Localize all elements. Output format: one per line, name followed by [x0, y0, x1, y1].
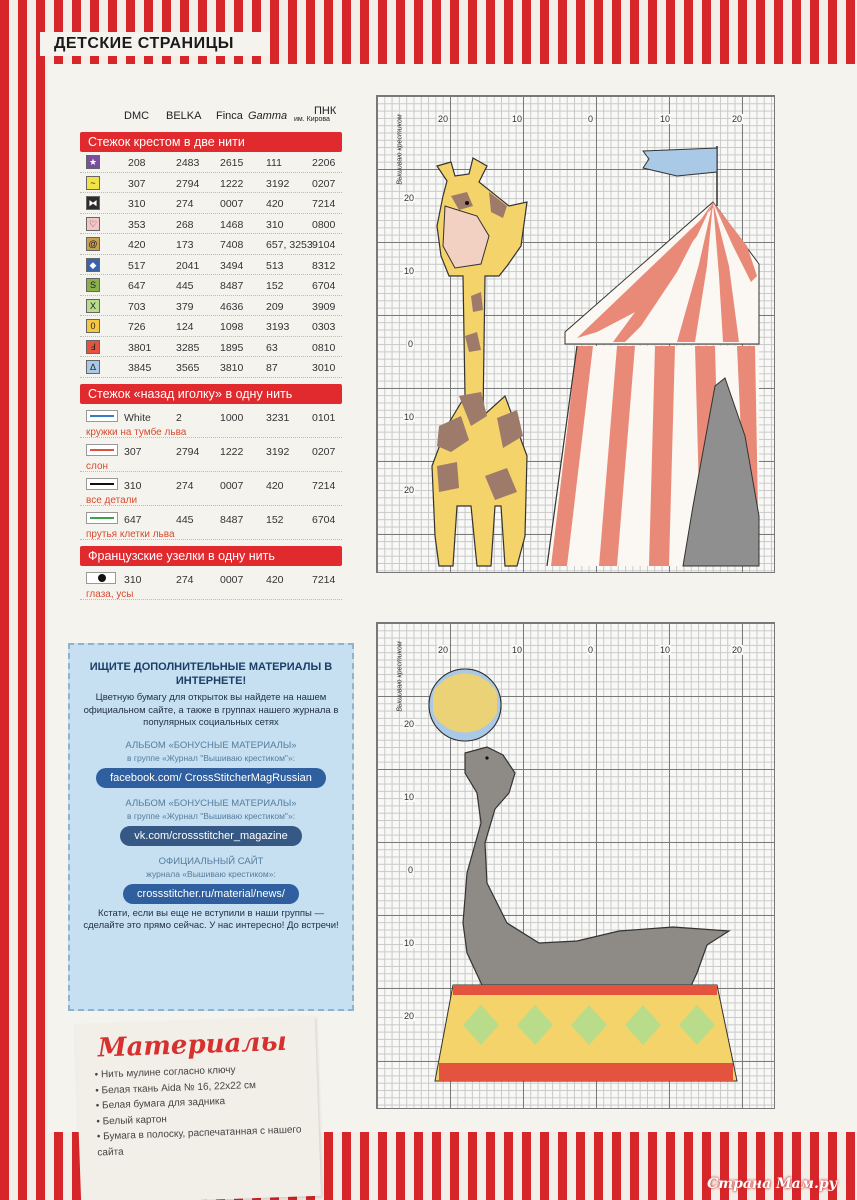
cross-stitch-list — [80, 152, 342, 378]
key-value: 445 — [176, 280, 194, 292]
backstitch-row — [80, 472, 342, 506]
online-materials-box — [68, 643, 354, 1011]
cross-stitch-row — [80, 214, 342, 235]
key-caption: прутья клетки льва — [86, 528, 175, 540]
cross-stitch-title: Стежок крестом в две нити — [80, 132, 342, 152]
vk-link[interactable]: vk.com/crossstitcher_magazine — [120, 826, 301, 846]
left-tick: 20 — [404, 1011, 415, 1021]
french-knot-row — [80, 566, 342, 600]
symbol-swatch: S — [86, 278, 100, 292]
key-value: 1468 — [220, 218, 244, 231]
chart-brand-logo: Вышиваю крестиком — [396, 114, 404, 185]
key-value: 2041 — [176, 259, 200, 272]
symbol-swatch: Ⅎ — [86, 340, 100, 354]
key-value: 268 — [176, 218, 194, 231]
material-item: • Нить мулине согласно ключу — [94, 1060, 316, 1083]
left-tick: 0 — [408, 865, 414, 875]
top-tick: 20 — [732, 645, 743, 655]
symbol-swatch: X — [86, 299, 100, 313]
section-header: ДЕТСКИЕ СТРАНИЦЫ — [40, 32, 270, 56]
brand-finca: Finca — [216, 110, 243, 122]
top-tick: 10 — [512, 645, 523, 655]
chart-brand-logo: Вышиваю крестиком — [396, 641, 404, 712]
backstitch-row — [80, 438, 342, 472]
left-tick: 20 — [404, 719, 415, 729]
brand-dmc: DMC — [124, 110, 150, 122]
key-value: 1222 — [220, 445, 244, 458]
podium — [435, 985, 737, 1081]
symbol-swatch: ∆ — [86, 360, 100, 374]
key-value: 307 — [128, 177, 146, 190]
key-value: 208 — [128, 157, 146, 169]
album-label-1: АЛЬБОМ «БОНУСНЫЕ МАТЕРИАЛЫ» в группе «Журнал "Вышиваю крестиком"»: — [70, 740, 352, 764]
key-value: 3494 — [220, 259, 244, 272]
key-value: 703 — [128, 300, 146, 313]
left-tick: 10 — [404, 412, 415, 422]
cross-stitch-row — [80, 255, 342, 276]
key-value: 3565 — [176, 362, 200, 374]
key-value: 2794 — [176, 177, 200, 190]
top-tick: 10 — [512, 114, 523, 124]
seal-pattern — [377, 623, 776, 1110]
key-value: 0007 — [220, 479, 244, 492]
watermark: Страна Мам.ру — [707, 1176, 837, 1192]
key-caption: все детали — [86, 494, 138, 506]
top-tick: 20 — [732, 114, 743, 124]
key-value: 726 — [128, 321, 146, 333]
key-value: 420 — [266, 573, 284, 586]
site-label: ОФИЦИАЛЬНЫЙ САЙТ журнала «Вышиваю крестиком»: — [70, 856, 352, 880]
cross-stitch-row — [80, 234, 342, 255]
key-value: 310 — [266, 218, 284, 231]
left-tick: 20 — [404, 485, 415, 495]
key-value: 310 — [124, 573, 142, 586]
symbol-swatch: @ — [86, 237, 100, 251]
symbol-swatch: ★ — [86, 155, 100, 169]
symbol-swatch: ♡ — [86, 217, 100, 231]
materials-card — [75, 1016, 321, 1200]
brand-belka: BELKA — [166, 110, 202, 122]
key-value: 513 — [266, 259, 284, 272]
key-value: 3010 — [312, 362, 336, 374]
key-value: 3285 — [176, 341, 200, 354]
knot-swatch — [86, 572, 116, 584]
key-value: 0303 — [312, 321, 336, 333]
key-value: 2615 — [220, 157, 244, 169]
materials-list — [94, 1060, 319, 1161]
left-tick: 20 — [404, 193, 415, 203]
key-value: 3192 — [266, 445, 290, 458]
key-value: 0007 — [220, 573, 244, 586]
material-item: • Белая ткань Aida № 16, 22x22 см — [95, 1075, 317, 1098]
left-tick: 0 — [408, 339, 414, 349]
cross-stitch-row — [80, 337, 342, 358]
key-value: 0007 — [220, 198, 244, 210]
album-sub-2: в группе «Журнал "Вышиваю крестиком"»: — [126, 810, 296, 821]
key-value: 420 — [266, 479, 284, 492]
backstitch-list — [80, 404, 342, 540]
key-value: 0810 — [312, 341, 336, 354]
key-caption: глаза, усы — [86, 588, 134, 600]
key-value: 647 — [124, 513, 142, 526]
material-item: • Белая бумага для задника — [96, 1091, 318, 1114]
key-value: 87 — [266, 362, 278, 374]
brand-header — [80, 96, 342, 126]
thread-swatch — [86, 512, 118, 524]
cross-stitch-row — [80, 357, 342, 378]
cross-stitch-row — [80, 152, 342, 173]
key-value: 2794 — [176, 445, 200, 458]
key-value: White — [124, 411, 151, 424]
album-label-2: АЛЬБОМ «БОНУСНЫЕ МАТЕРИАЛЫ» в группе «Журнал "Вышиваю крестиком"»: — [70, 798, 352, 822]
info-intro: Цветную бумагу для открыток вы найдете на нашем официальном сайте, а также в группах нашего журнала в популярных социальных сетях — [83, 692, 339, 728]
giraffe-tent-pattern — [377, 96, 776, 574]
cross-stitch-row — [80, 316, 342, 337]
site-link[interactable]: crossstitcher.ru/material/news/ — [123, 884, 299, 904]
symbol-swatch: ⧓ — [86, 196, 100, 210]
circus-tent — [547, 202, 759, 566]
info-outro: Кстати, если вы еще не вступили в наши группы — сделайте это прямо сейчас. У нас интересно! До встречи! — [83, 907, 339, 931]
top-tick: 0 — [588, 645, 594, 655]
left-tick: 10 — [404, 792, 415, 802]
seal-figure — [429, 669, 729, 1027]
left-tick: 10 — [404, 938, 415, 948]
thread-swatch — [86, 410, 118, 422]
seal-chart — [376, 622, 775, 1109]
key-value: 353 — [128, 218, 146, 231]
key-value: 173 — [176, 239, 194, 251]
key-value: 2206 — [312, 157, 336, 169]
key-value: 6704 — [312, 280, 336, 292]
top-tick: 10 — [660, 114, 671, 124]
key-value: 4636 — [220, 300, 244, 313]
key-value: 3845 — [128, 362, 152, 374]
cross-stitch-row — [80, 275, 342, 296]
key-value: 3193 — [266, 321, 290, 333]
key-value: 420 — [266, 198, 284, 210]
key-value: 152 — [266, 513, 284, 526]
key-value: 310 — [128, 198, 146, 210]
album-sub-1: в группе «Журнал "Вышиваю крестиком"»: — [126, 752, 296, 763]
key-caption: кружки на тумбе льва — [86, 426, 187, 438]
key-value: 274 — [176, 198, 194, 210]
cross-stitch-row — [80, 296, 342, 317]
top-tick: 20 — [438, 645, 449, 655]
key-value: 7214 — [312, 479, 336, 492]
symbol-swatch: ~ — [86, 176, 100, 190]
thread-swatch — [86, 478, 118, 490]
giraffe-tent-chart — [376, 95, 775, 573]
symbol-swatch: ◆ — [86, 258, 100, 272]
key-value: 1222 — [220, 177, 244, 190]
left-tick: 10 — [404, 266, 415, 276]
key-value: 3810 — [220, 362, 244, 374]
french-knot-title: Французские узелки в одну нить — [80, 546, 342, 566]
key-value: 0101 — [312, 411, 336, 424]
key-value: 8487 — [220, 280, 244, 292]
key-value: 9104 — [312, 239, 336, 251]
backstitch-row — [80, 404, 342, 438]
brand-gamma: Gamma — [248, 110, 288, 122]
key-value: 7214 — [312, 198, 336, 210]
key-value: 420 — [128, 239, 146, 251]
key-value: 445 — [176, 513, 194, 526]
backstitch-title: Стежок «назад иголку» в одну нить — [80, 384, 342, 404]
key-value: 209 — [266, 300, 284, 313]
top-tick: 0 — [588, 114, 594, 124]
brand-pnk: ПНК — [314, 105, 337, 117]
key-value: 6704 — [312, 513, 336, 526]
key-value: 274 — [176, 573, 194, 586]
info-title: ИЩИТЕ ДОПОЛНИТЕЛЬНЫЕ МАТЕРИАЛЫ В ИНТЕРНЕТЕ! — [89, 661, 333, 687]
key-value: 8487 — [220, 513, 244, 526]
key-value: 63 — [266, 341, 278, 354]
key-value: 274 — [176, 479, 194, 492]
key-value: 7408 — [220, 239, 244, 251]
key-caption: слон — [86, 460, 109, 472]
facebook-link[interactable]: facebook.com/ CrossStitcherMagRussian — [96, 768, 326, 788]
key-value: 0207 — [312, 445, 336, 458]
key-value: 111 — [266, 157, 282, 169]
top-tick: 20 — [438, 114, 449, 124]
backstitch-row — [80, 506, 342, 540]
key-value: 7214 — [312, 573, 336, 586]
color-key — [80, 96, 342, 600]
key-value: 2 — [176, 411, 182, 424]
key-value: 517 — [128, 259, 146, 272]
key-value: 8312 — [312, 259, 336, 272]
key-value: 647 — [128, 280, 146, 292]
key-value: 3909 — [312, 300, 336, 313]
key-value: 379 — [176, 300, 194, 313]
key-value: 124 — [176, 321, 194, 333]
key-value: 3192 — [266, 177, 290, 190]
thread-swatch — [86, 444, 118, 456]
giraffe-figure — [432, 158, 527, 566]
key-value: 310 — [124, 479, 142, 492]
key-value: 1098 — [220, 321, 244, 333]
cross-stitch-row — [80, 193, 342, 214]
materials-title: Материалы — [97, 1026, 288, 1064]
key-value: 657, 3253 — [266, 239, 313, 251]
key-value: 3231 — [266, 411, 290, 424]
key-value: 1000 — [220, 411, 244, 424]
material-item: • Бумага в полоску, распечатанная с нашего сайта — [97, 1122, 320, 1161]
key-value: 3801 — [128, 341, 152, 354]
key-value: 1895 — [220, 341, 244, 354]
key-value: 0800 — [312, 218, 336, 231]
top-tick: 10 — [660, 645, 671, 655]
key-value: 152 — [266, 280, 284, 292]
key-value: 307 — [124, 445, 142, 458]
site-sub: журнала «Вышиваю крестиком»: — [146, 868, 276, 879]
material-item: • Белый картон — [96, 1106, 318, 1129]
brand-pnk-sub: им. Кирова — [294, 116, 330, 123]
cross-stitch-row — [80, 173, 342, 194]
key-value: 0207 — [312, 177, 336, 190]
tent-flag — [643, 146, 717, 206]
symbol-swatch: 0 — [86, 319, 100, 333]
key-value: 2483 — [176, 157, 200, 169]
